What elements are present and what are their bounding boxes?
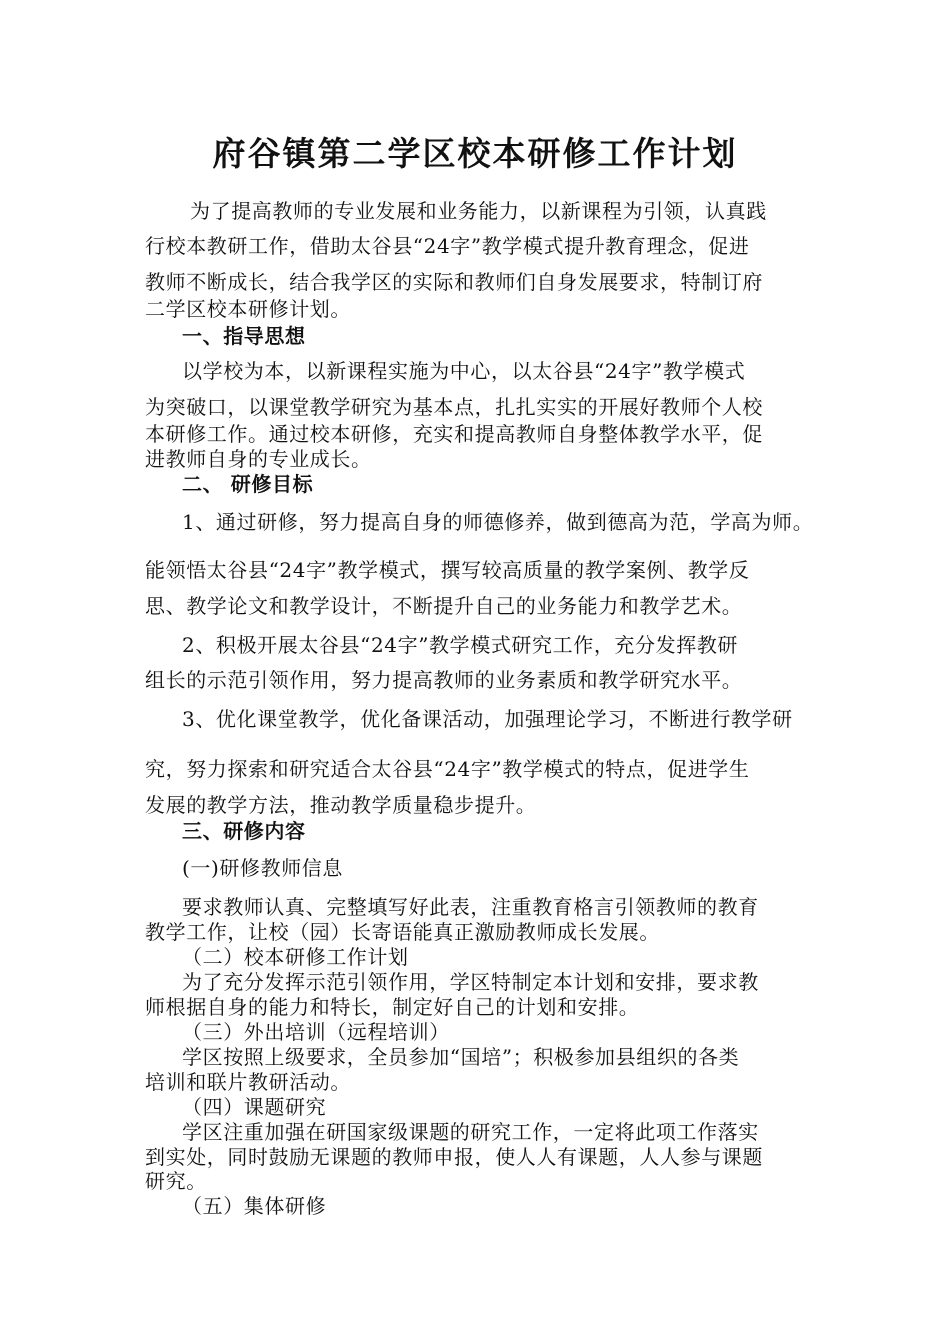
paragraph-line: 以学校为本，以新课程实施为中心，以太谷县“24字”教学模式: [182, 359, 746, 383]
subsection-heading: （三）外出培训（远程培训）: [182, 1020, 450, 1044]
paragraph-line: 师根据自身的能力和特长，制定好自己的计划和安排。: [145, 995, 640, 1019]
document-title: 府谷镇第二学区校本研修工作计划: [212, 134, 738, 173]
paragraph-line: 学区按照上级要求，全员参加“国培”；积极参加县组织的各类: [182, 1045, 740, 1069]
paragraph-line: 研究。: [145, 1169, 207, 1193]
paragraph-line: 究，努力探索和研究适合太谷县“24字”教学模式的特点，促进学生: [145, 757, 750, 781]
paragraph-line: 组长的示范引领作用，努力提高教师的业务素质和教学研究水平。: [145, 668, 743, 692]
paragraph-line: 要求教师认真、完整填写好此表，注重教育格言引领教师的教育: [182, 895, 759, 919]
section-heading: 三、研修内容: [182, 819, 306, 843]
paragraph-line: 到实处，同时鼓励无课题的教师申报，使人人有课题，人人参与课题: [145, 1145, 763, 1169]
paragraph-line: 学区注重加强在研国家级课题的研究工作，一定将此项工作落实: [182, 1120, 759, 1144]
intro-line: 为了提高教师的专业发展和业务能力，以新课程为引领，认真践: [190, 199, 767, 223]
subsection-heading: (一)研修教师信息: [182, 856, 344, 880]
intro-line: 教师不断成长，结合我学区的实际和教师们自身发展要求，特制订府: [145, 270, 763, 294]
intro-line: 二学区校本研修计划。: [145, 297, 351, 321]
paragraph-line: 能领悟太谷县“24字”教学模式，撰写较高质量的教学案例、教学反: [145, 558, 750, 582]
paragraph-line: 思、教学论文和教学设计，不断提升自己的业务能力和教学艺术。: [145, 594, 743, 618]
paragraph-line: 1、通过研修，努力提高自身的师德修养，做到德高为范，学高为师。: [182, 510, 814, 534]
paragraph-line: 教学工作，让校（园）长寄语能真正激励教师成长发展。: [145, 920, 660, 944]
section-heading: 二、 研修目标: [182, 472, 314, 496]
paragraph-line: 本研修工作。通过校本研修，充实和提高教师自身整体教学水平，促: [145, 422, 763, 446]
subsection-heading: （四）课题研究: [182, 1095, 327, 1119]
subsection-heading: （二）校本研修工作计划: [182, 945, 409, 969]
paragraph-line: 为突破口，以课堂教学研究为基本点，扎扎实实的开展好教师个人校: [145, 395, 763, 419]
paragraph-line: 培训和联片教研活动。: [145, 1070, 351, 1094]
section-heading: 一、指导思想: [182, 324, 306, 348]
paragraph-line: 3、优化课堂教学，优化备课活动，加强理论学习，不断进行教学研: [182, 707, 793, 731]
intro-line: 行校本教研工作，借助太谷县“24字”教学模式提升教育理念，促进: [145, 234, 750, 258]
paragraph-line: 为了充分发挥示范引领作用，学区特制定本计划和安排，要求教: [182, 970, 759, 994]
paragraph-line: 2、积极开展太谷县“24字”教学模式研究工作，充分发挥教研: [182, 633, 739, 657]
subsection-heading: （五）集体研修: [182, 1194, 327, 1218]
paragraph-line: 进教师自身的专业成长。: [145, 447, 372, 471]
paragraph-line: 发展的教学方法，推动教学质量稳步提升。: [145, 793, 537, 817]
